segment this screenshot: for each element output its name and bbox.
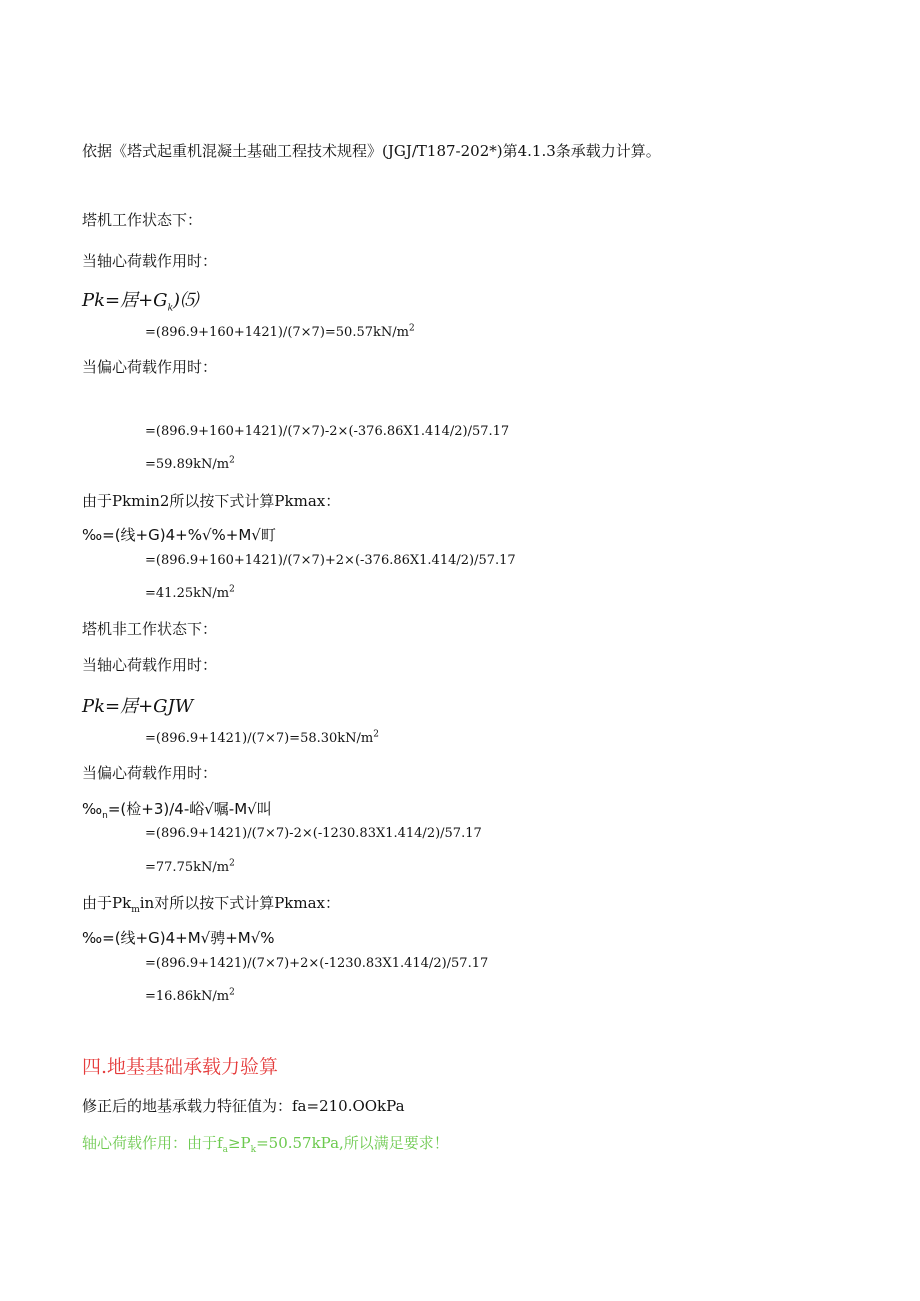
- formula-pk-axial-1: Pk=居$+G_k)⑸$: [82, 290, 199, 314]
- calc-line-7: =(896.9+1421)/(7×7)-2×(-1230.83X1.414/2)/57.17: [145, 826, 482, 841]
- calc-line-1: $=(896.9+160+1421)/(7\times 7)=50.57kN/m^2$: [145, 323, 415, 340]
- non-working-state-heading: 塔机非工作状态下：: [82, 620, 218, 638]
- working-state-heading: 塔机工作状态下：: [82, 211, 203, 229]
- formula-pkmax-2: ‰=(线+G)4+M√骋+M√%: [82, 929, 275, 947]
- calc-line-2: =(896.9+160+1421)/(7×7)-2×(-376.86X1.414/2)/57.17: [145, 424, 510, 439]
- calc-line-8: $=77.75kN/m^2$: [145, 858, 235, 875]
- axial-load-label-1: 当轴心荷载作用时：: [82, 252, 218, 270]
- calc-line-3: $=59.89kN/m^2$: [145, 455, 235, 472]
- since-condition-2: 由于$Pk_min$对所以按下式计算Pkmax：: [82, 894, 341, 915]
- eccentric-load-label-2: 当偏心荷载作用时：: [82, 764, 218, 782]
- section-heading: 四.地基基础承载力验算: [82, 1056, 279, 1078]
- calc-line-4: =(896.9+160+1421)/(7×7)+2×(-376.86X1.414/2)/57.17: [145, 553, 516, 568]
- corrected-bearing-capacity: 修正后的地基承载力特征值为：fa=210.OOkPa: [82, 1097, 405, 1115]
- calc-line-10: $=16.86kN/m^2$: [145, 987, 235, 1004]
- axial-load-label-2: 当轴心荷载作用时：: [82, 656, 218, 674]
- formula-pk-axial-2: Pk=居+GJW: [82, 696, 194, 717]
- formula-pkmax-1: ‰=(线+G)4+%√%+M√町: [82, 526, 276, 544]
- result-check: 轴心荷载作用：由于$f_a\ge P_k=50.57kPa$,所以满足要求！: [82, 1134, 449, 1155]
- since-condition-1: 由于Pkmin2所以按下式计算Pkmax：: [82, 492, 341, 510]
- calc-line-5: $=41.25kN/m^2$: [145, 584, 235, 601]
- basis-text: 依据《塔式起重机混凝土基础工程技术规程》(JGJ/T187-202*)第4.1.3条承载力计算。: [82, 142, 661, 160]
- formula-pkmin-2: $‰_n=$(检+3)/4-峪√嘱-M√叫: [82, 800, 272, 821]
- calc-line-9: =(896.9+1421)/(7×7)+2×(-1230.83X1.414/2)/57.17: [145, 956, 489, 971]
- eccentric-load-label-1: 当偏心荷载作用时：: [82, 358, 218, 376]
- calc-line-6: $=(896.9+1421)/(7\times 7)=58.30kN/m^2$: [145, 729, 379, 746]
